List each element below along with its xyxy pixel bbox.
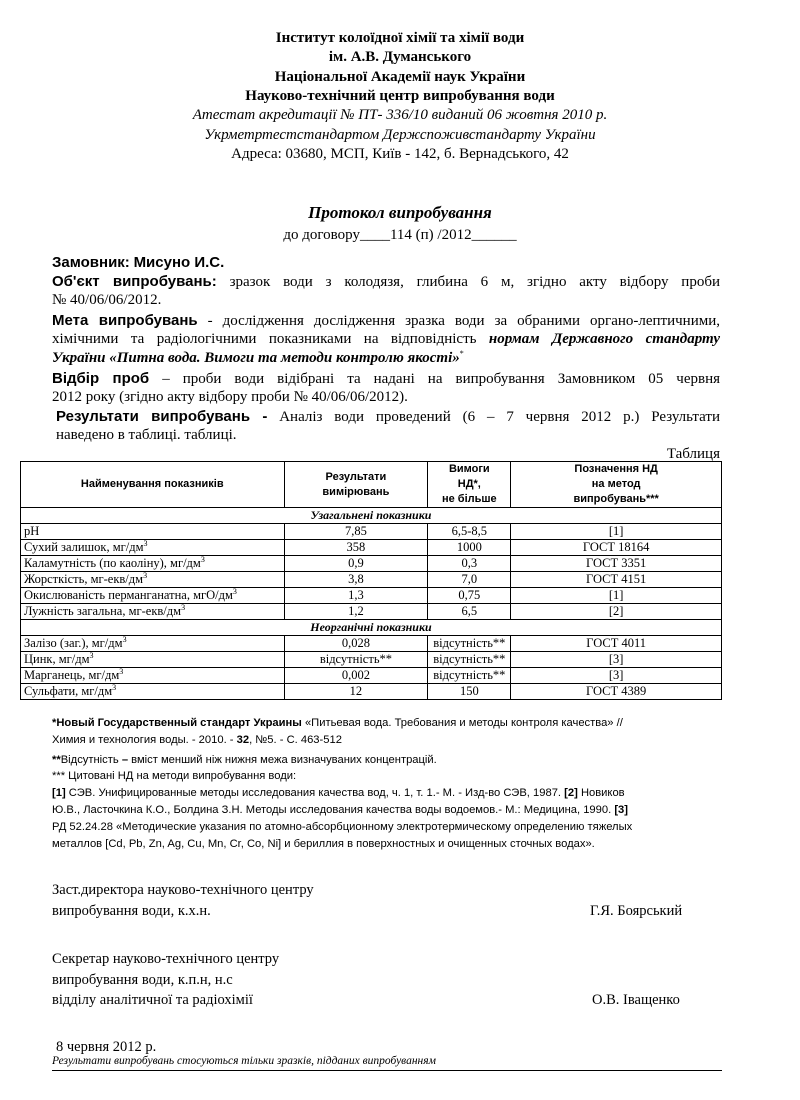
signer1-title-2: випробування води, к.х.н. [52,903,211,919]
table-row [21,572,722,588]
purpose-standard: нормам Державного стандарту [488,331,720,347]
header-requirement: Вимоги НД*, не більше [428,462,511,508]
method-reference: [1] [511,524,722,540]
purpose-footnote-mark: * [459,349,464,358]
sampling-line-2: 2012 року (згідно акту відбору проби № 40/06/06/2012). [52,389,408,405]
measured-value: 0,9 [284,556,428,572]
requirement-value: 1000 [428,540,511,556]
signer2-title-1: Секретар науково-технічного центру [52,951,280,967]
purpose-line-1 [52,311,720,331]
table-row [21,652,722,668]
requirement-value: 6,5 [428,604,511,620]
signer1-name: Г.Я. Боярський [590,903,683,919]
indicator-name: Залізо (заг.), $мг/дм^3$ [21,636,285,652]
results-line-2: наведено в таблиці. таблиці. [56,427,237,443]
requirement-value: відсутність** [428,636,511,652]
purpose-line-3 [52,349,720,368]
measured-value: відсутність** [284,652,428,668]
sampling-text-1: – проби води відібрані та надані на випробування Замовником 05 червня [162,371,720,387]
signer2-title-2: випробування води, к.п.н, н.с [52,972,233,988]
accreditation-line: Атестат акредитації № ПТ- 336/10 виданий 06 жовтня 2010 р. [192,107,608,123]
table-row [21,684,722,700]
purpose-standard-title: України «Питна вода. Вимоги та методи контролю якості» [52,350,460,366]
table-row [21,556,722,572]
table-row [21,524,722,540]
section-row-inorganic [21,620,722,636]
object-line-2: № 40/06/06/2012. [52,292,162,308]
indicator-name: Лужність загальна, $мг-екв/дм^3$ [21,604,285,620]
indicator-name: Окислюваність перманганатна, мгО/$дм^3$ [21,588,285,604]
indicator-name: Цинк, $мг/дм^3$ [21,652,285,668]
customer-value: Мисуно И.С. [133,254,225,271]
measured-value: 0,002 [284,668,428,684]
method-reference: ГОСТ 3351 [511,556,722,572]
requirement-value: 7,0 [428,572,511,588]
purpose-label: Мета випробувань [52,312,198,329]
customer-line [52,253,720,273]
footnote-absence: **Відсутність – вміст менший ніж нижня межа визначуваних концентрацій. [52,754,437,766]
results-line-1 [56,407,720,427]
reference-line-4: металлов [Cd, Pb, Zn, Ag, Cu, Mn, Cr, Co, Ni] и бериллия в поверхностных и очищенных сточных водах». [52,838,595,850]
protocol-date: 8 червня 2012 р. [56,1039,157,1055]
object-line-1 [52,272,720,292]
footnote-standard-rest: «Питьевая вода. Требования и методы контроля качества» // [304,717,623,729]
signer2-title-3: відділу аналітичної та радіохімії [52,992,253,1008]
table-header-row [21,462,722,508]
method-reference: ГОСТ 4151 [511,572,722,588]
address-line: Адреса: 03680, МСП, Київ - 142, б. Вернадського, 42 [231,146,569,162]
requirement-value: 6,5-8,5 [428,524,511,540]
sampling-line-1 [52,369,720,389]
footer-note: Результати випробувань стосуються тільки зразків, підданих випробуванням [52,1055,436,1067]
measured-value: 1,2 [284,604,428,620]
requirement-value: 0,75 [428,588,511,604]
object-label: Об'єкт випробувань: [52,273,217,290]
method-reference: [1] [511,588,722,604]
reference-line-1: [1] СЭВ. Унифицированные методы исследования качества вод, ч. 1, т. 1.- М. - Изд-во СЭВ, 1987. [2] Новиков [52,787,625,799]
method-reference: ГОСТ 4011 [511,636,722,652]
contract-line: до договору____114 (п) /2012______ [283,227,517,243]
section-inorganic-label: Неорганічні показники [21,620,722,636]
purpose-text-1: - дослідження дослідження зразка води за обраними органо-лептичними, [207,313,720,329]
institute-name: ім. А.В. Думанського [328,49,472,65]
requirement-value: 150 [428,684,511,700]
table-row [21,668,722,684]
method-reference: [2] [511,604,722,620]
results-table [20,461,722,700]
purpose-line-2 [52,330,720,349]
header-name: Найменування показників [21,462,285,508]
protocol-title: Протокол випробування [308,203,492,222]
indicator-name: Марганець, $мг/дм^3$ [21,668,285,684]
method-reference: ГОСТ 18164 [511,540,722,556]
object-text: зразок води з колодязя, глибина 6 м, згідно акту відбору проби [229,274,720,290]
method-reference: ГОСТ 4389 [511,684,722,700]
table-row [21,588,722,604]
method-reference: [3] [511,668,722,684]
requirement-value: відсутність** [428,652,511,668]
indicator-name: pH [21,524,285,540]
indicator-name: Жорсткість, $мг-екв/дм^3$ [21,572,285,588]
reference-line-2: Ю.В., Ласточкина К.О., Болдина З.Н. Методы исследования качества воды водоемов.- М.: Медицина, 1990. [3] [52,804,628,816]
reference-line-3: РД 52.24.28 «Методические указания по атомно-абсорбционному электротермическому определению тяжелых [52,821,633,833]
footnote-standard-bold: *Новый Государственный стандарт Украины [52,717,302,729]
section-row-general [21,508,722,524]
indicator-name: Каламутність (по каоліну), $мг/дм^3$ [21,556,285,572]
indicator-name: Сухий залишок, $мг/дм^3$ [21,540,285,556]
footnote-methods: *** Цитовані НД на методи випробування води: [52,770,297,782]
table-row [21,636,722,652]
center-name: Науково-технічний центр випробування води [245,88,555,104]
footnote-standard-2: Химия и технология воды. - 2010. - 32, №5. - С. 463-512 [52,734,342,746]
table-caption: Таблиця [666,446,720,462]
measured-value: 0,028 [284,636,428,652]
table-row [21,540,722,556]
measured-value: 1,3 [284,588,428,604]
footnote-standard-1 [52,715,724,732]
measured-value: 12 [284,684,428,700]
header-method: Позначення НД на метод випробувань*** [511,462,722,508]
customer-label: Замовник: [52,254,130,271]
requirement-value: 0,3 [428,556,511,572]
header-result: Результати вимірювань [284,462,428,508]
signer1-title-1: Заст.директора науково-технічного центру [52,882,314,898]
table-row [21,604,722,620]
sampling-label: Відбір проб [52,370,150,387]
results-text-1: Аналіз води проведений (6 – 7 червня 2012 р.) Результати [279,409,721,425]
requirement-value: відсутність** [428,668,511,684]
academy-name: Національної Академії наук України [274,69,526,85]
purpose-text-2: хімічними та радіологічними показниками на відповідність [52,331,477,347]
measured-value: 7,85 [284,524,428,540]
measured-value: 358 [284,540,428,556]
issuer-line: Укрметртестстандартом Держспоживстандарту України [204,127,596,143]
indicator-name: Сульфати, $мг/дм^3$ [21,684,285,700]
results-label: Результати випробувань - [56,408,268,425]
measured-value: 3,8 [284,572,428,588]
section-general-label: Узагальнені показники [21,508,722,524]
method-reference: [3] [511,652,722,668]
footer-rule [52,1070,722,1071]
institute-title: Інститут колоїдної хімії та хімії води [275,30,525,46]
signer2-name: О.В. Іващенко [592,992,680,1008]
